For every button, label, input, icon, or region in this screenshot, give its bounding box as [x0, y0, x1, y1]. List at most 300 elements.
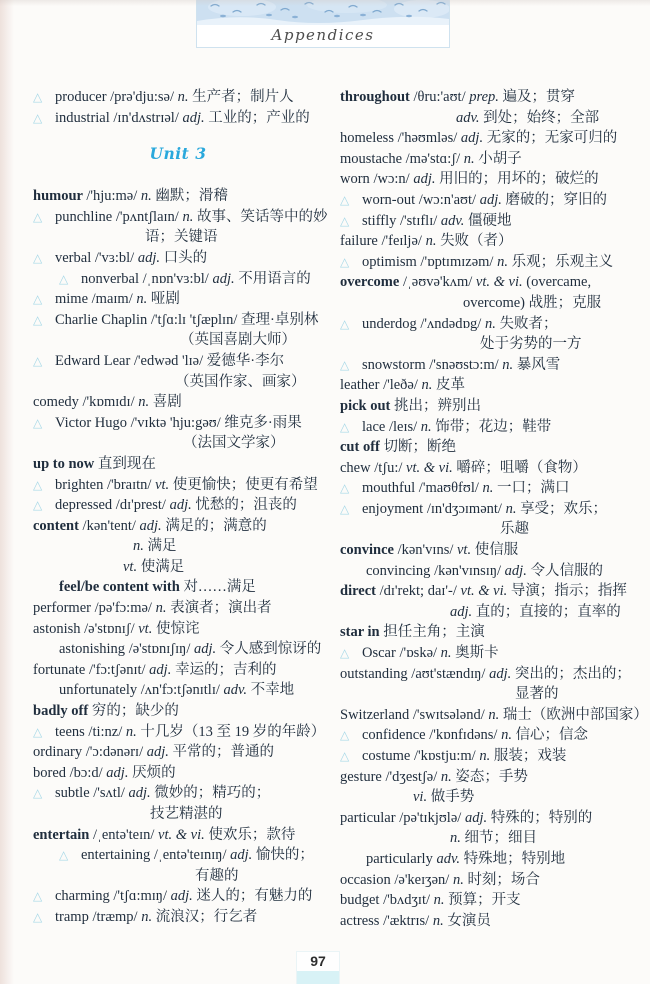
vocab-segment-r: underdog	[362, 315, 421, 332]
vocab-segment-r: performer	[33, 600, 95, 617]
vocab-segment-cn: 奥斯卡	[451, 645, 499, 662]
vocab-segment-ph: /leɪs/	[388, 418, 421, 435]
vocab-line	[340, 767, 641, 788]
vocab-line	[340, 890, 641, 911]
vocab-segment-i: adv.	[436, 850, 460, 867]
vocab-segment-r: Switzerland	[340, 706, 413, 723]
triangle-marker-icon: △	[33, 312, 43, 327]
vocab-segment-r: lace	[362, 418, 389, 435]
vocab-line	[33, 433, 334, 454]
vocab-line	[33, 392, 334, 413]
vocab-segment-r: snowstorm	[362, 356, 430, 373]
vocab-segment-i: n.	[452, 871, 464, 888]
vocab-segment-cn: 使更愉快；使更有希望	[169, 476, 318, 493]
triangle-marker-icon: △	[340, 501, 350, 516]
vocab-line	[33, 598, 334, 619]
triangle-marker-icon: △	[33, 477, 43, 492]
spacer	[33, 128, 334, 144]
vocab-line	[33, 413, 334, 434]
vocab-segment-i: adj.	[230, 847, 253, 864]
vocab-segment-i: adj.	[169, 497, 192, 514]
vocab-segment-cn: 战胜；克服	[525, 294, 602, 311]
vocab-segment-r: leather	[340, 377, 384, 394]
vocab-segment-i: adj.	[413, 171, 436, 188]
vocab-segment-cn: 不幸地	[247, 682, 295, 699]
vocab-line	[340, 519, 641, 540]
vocab-segment-ph: /'kɒstju:m/	[413, 748, 480, 764]
vocab-segment-cn: 女演员	[443, 912, 491, 929]
triangle-marker-icon: △	[340, 192, 350, 207]
vocab-segment-i: adj.	[464, 809, 488, 826]
vocab-segment-i: vt. & vi.	[406, 459, 453, 476]
vocab-segment-cn: 特殊的；特别的	[487, 809, 593, 826]
vocab-segment-i: vt.	[155, 476, 170, 493]
vocab-segment-i: n.	[497, 253, 508, 270]
vocab-segment-ph: /'swɪtsələnd/	[412, 706, 489, 723]
vocab-segment-i: adj.	[193, 641, 217, 658]
vocab-segment-ph: /'æktrɪs/	[383, 912, 433, 929]
vocab-segment-cn: 口头的	[159, 249, 208, 266]
vocab-line	[340, 808, 641, 829]
water-pattern-icon	[197, 0, 449, 25]
vocab-segment-ph: /ə'stɒnɪʃɪŋ/	[128, 641, 194, 658]
vocab-line	[340, 828, 641, 849]
vocab-line	[33, 310, 334, 331]
vocab-segment-cn: 僵硬地	[464, 212, 512, 229]
vocab-segment-ph: /ə'keɪʒən/	[394, 871, 453, 888]
vocab-segment-r: particular	[340, 809, 400, 826]
vocab-line	[33, 557, 334, 578]
header-decor-image	[197, 0, 449, 25]
vocab-line	[340, 272, 641, 293]
vocab-segment-b: convince	[340, 542, 398, 559]
vocab-segment-i: n.	[432, 912, 444, 929]
vocab-segment-r: moustache	[340, 150, 406, 167]
vocab-segment-cn: 使惊诧	[152, 620, 200, 637]
vocab-segment-ph: /dɪ'rekt; daɪ'-/	[379, 583, 461, 600]
vocab-segment-cn: 信心；信念	[511, 727, 589, 744]
header-banner	[196, 0, 450, 48]
vocab-segment-cn: 切断；断绝	[383, 439, 456, 456]
vocab-segment-cn: 突出的；杰出的；	[511, 665, 631, 682]
vocab-segment-cn: 遍及；贯穿	[498, 89, 576, 105]
vocab-segment-ph: /ˌəʊvə'kʌm/	[402, 274, 476, 291]
vocab-segment-i: n.	[421, 377, 433, 394]
vocab-segment-cn: 生产者；制片人	[188, 89, 294, 105]
vocab-segment-cn: 嚼碎；咀嚼（食物）	[452, 459, 587, 476]
vocab-segment-ph: /kən'tent/	[82, 517, 140, 534]
vocab-segment-cn: 时刻；场合	[463, 871, 540, 888]
vocab-line	[340, 849, 641, 870]
vocab-segment-ph: /pə'fɔ:mə/	[94, 600, 156, 617]
vocab-segment-cn: 失败（者）	[436, 233, 513, 250]
vocab-segment-i: n.	[125, 723, 137, 740]
vocab-segment-ph: /'vɜ:bl/	[94, 249, 138, 266]
vocab-segment-i: n.	[479, 748, 491, 764]
vocab-line	[33, 248, 334, 269]
vocab-segment-b: star in	[340, 624, 384, 641]
vocab-segment-cn: 幸运的；吉利的	[171, 661, 277, 678]
vocab-segment-i: adv.	[440, 212, 465, 229]
vocab-segment-cn: 满足	[143, 538, 177, 555]
vocab-segment-r: overcome)	[463, 294, 525, 311]
vocab-segment-cn: 直到现在	[97, 455, 156, 472]
triangle-marker-icon: △	[33, 889, 43, 904]
triangle-marker-icon: △	[33, 415, 43, 430]
vocab-segment-i: vt. & vi.	[158, 826, 205, 843]
vocab-segment-r: worn	[340, 171, 374, 188]
vocab-segment-i: n.	[440, 645, 452, 662]
vocab-segment-i: n.	[140, 188, 152, 205]
vocab-segment-r: gesture	[340, 768, 386, 785]
vocab-segment-b: throughout	[340, 89, 414, 105]
vocab-segment-b: humour	[33, 188, 87, 205]
vocab-line	[340, 787, 641, 808]
vocab-line	[340, 561, 641, 582]
vocab-line	[33, 351, 334, 372]
vocab-line	[33, 536, 334, 557]
vocab-segment-ph: /'ɔ:dənərɪ/	[85, 744, 147, 761]
spacer	[33, 164, 334, 186]
vocab-segment-ph: /'tʃɑ:mɪŋ/	[113, 888, 171, 905]
vocab-segment-cn: 穷的；缺少的	[91, 703, 179, 720]
page-number-accent	[297, 971, 339, 984]
vocab-segment-cn: 乐趣	[500, 521, 529, 538]
vocab-line	[33, 783, 334, 804]
vocab-line	[340, 540, 641, 561]
vocab-segment-cn: 对……满足	[183, 579, 256, 596]
vocab-segment-ph: /'fɔ:tʃənɪt/	[88, 661, 150, 678]
vocab-segment-b: badly off	[33, 703, 92, 720]
vocab-segment-ph: /dɪ'prest/	[115, 497, 170, 514]
triangle-marker-icon: △	[33, 786, 43, 801]
vocab-segment-i: adj.	[450, 603, 473, 620]
vocab-line	[340, 437, 641, 458]
vocab-line	[33, 108, 334, 129]
vocab-line	[340, 499, 641, 520]
vocab-line	[340, 149, 641, 170]
vocab-segment-cn: 使满足	[137, 558, 185, 575]
vocab-segment-cn: 愉快的；	[252, 847, 314, 864]
vocab-segment-cn: 哑剧	[147, 291, 180, 308]
vocab-line	[340, 458, 641, 479]
vocab-segment-i: n.	[433, 892, 445, 909]
triangle-marker-icon: △	[33, 110, 43, 125]
vocab-segment-ph: /mə'stɑ:ʃ/	[405, 150, 464, 167]
vocab-segment-i: adj.	[212, 270, 235, 287]
vocab-segment-b: feel/be content with	[59, 579, 184, 596]
page-number: 97	[297, 952, 339, 971]
vocab-segment-ph: /'tʃɑ:lɪ 'tʃæplɪn/	[150, 311, 241, 328]
vocab-segment-r: enjoyment	[362, 500, 427, 517]
vocab-line	[340, 375, 641, 396]
vocab-segment-cn: 姿态；手势	[451, 768, 528, 785]
vocab-segment-b: entertain	[33, 826, 93, 843]
vocab-segment-b: content	[33, 517, 83, 534]
vocab-segment-cn: 十几岁（13 至 19 岁的年龄）	[136, 723, 326, 740]
vocab-line	[340, 252, 641, 273]
triangle-marker-icon: △	[59, 271, 69, 286]
vocab-segment-r: budget	[340, 892, 384, 909]
vocab-line	[33, 907, 334, 928]
vocab-segment-i: adj.	[106, 764, 129, 781]
vocab-segment-cn: 暴风雪	[513, 356, 561, 373]
vocab-segment-i: n.	[505, 500, 517, 517]
vocab-segment-i: adj.	[137, 249, 160, 266]
vocab-segment-cn: 磨破的；穿旧的	[501, 191, 607, 208]
vocab-segment-cn: 幽默；滑稽	[151, 188, 228, 205]
vocab-segment-i: adv.	[456, 109, 480, 126]
vocab-segment-i: adj.	[479, 191, 502, 208]
vocab-segment-r: actress	[340, 912, 384, 929]
vocab-segment-cn: 平常的；普通的	[168, 744, 275, 761]
vocab-segment-i: vt. & vi.	[475, 274, 523, 291]
vocab-line	[33, 207, 334, 228]
vocab-segment-ph: /ɪn'dʒɔɪmənt/	[426, 500, 506, 517]
vocab-segment-r: ordinary	[33, 744, 86, 761]
vocab-line	[340, 231, 641, 252]
vocab-segment-r: occasion	[340, 871, 395, 888]
vocab-segment-r: tramp	[55, 908, 93, 925]
triangle-marker-icon: △	[59, 848, 69, 863]
vocab-segment-ph: /'bʌdʒɪt/	[383, 892, 434, 909]
vocab-segment-r: (overcame,	[522, 274, 592, 291]
vocab-segment-i: n.	[136, 291, 148, 308]
vocab-segment-r: homeless	[340, 130, 398, 147]
vocab-line	[340, 355, 641, 376]
vocab-segment-r: comedy	[33, 394, 83, 411]
vocab-segment-ph: /'hju:mə/	[86, 188, 141, 205]
vocab-segment-i: vt. & vi.	[460, 583, 508, 600]
vocab-segment-r: verbal	[55, 249, 95, 266]
vocab-segment-cn: 喜剧	[149, 394, 182, 411]
vocab-line	[340, 334, 641, 355]
vocab-column-left	[33, 87, 334, 931]
vocab-line	[33, 186, 334, 207]
triangle-marker-icon: △	[340, 728, 350, 743]
vocab-segment-b: direct	[340, 583, 380, 600]
vocab-line	[340, 478, 641, 499]
vocab-segment-i: n.	[420, 418, 432, 435]
vocab-segment-r: Edward Lear	[55, 352, 134, 369]
vocab-line	[340, 602, 641, 623]
vocab-line	[340, 725, 641, 746]
triangle-marker-icon: △	[33, 292, 43, 307]
vocab-segment-cn: 迷人的；有魅力的	[192, 888, 313, 905]
vocab-segment-i: adj.	[504, 562, 527, 579]
vocab-segment-ph: /'edwəd 'lɪə/	[133, 352, 207, 369]
vocab-segment-cn: 做手势	[427, 789, 475, 806]
vocab-segment-i: adj.	[170, 888, 193, 905]
vocab-segment-r: punchline	[55, 208, 116, 225]
vocab-segment-cn: 使信服	[471, 542, 519, 559]
vocab-segment-cn: 到处；始终；全部	[479, 109, 600, 126]
vocab-columns	[33, 87, 648, 931]
triangle-marker-icon: △	[33, 498, 43, 513]
vocab-segment-ph: /'dʒestʃə/	[385, 768, 441, 785]
vocab-segment-ph: /'kɒnfɪdəns/	[429, 727, 502, 744]
vocab-segment-cn: 享受；欢乐；	[516, 500, 608, 517]
vocab-segment-ph: /ə'stɒnɪʃ/	[84, 620, 139, 637]
vocab-line	[33, 87, 334, 108]
triangle-marker-icon: △	[340, 481, 350, 496]
vocab-segment-cn: 服装；戏装	[490, 748, 567, 764]
vocab-segment-ph: /'feɪljə/	[381, 233, 426, 250]
vocab-segment-i: n.	[182, 208, 194, 225]
vocab-line	[33, 372, 334, 393]
triangle-marker-icon: △	[33, 250, 43, 265]
vocab-segment-i: n.	[177, 89, 189, 105]
vocab-segment-i: vt.	[138, 620, 153, 637]
vocab-segment-i: adj.	[149, 661, 172, 678]
triangle-marker-icon: △	[340, 646, 350, 661]
vocab-segment-r: Oscar	[362, 645, 400, 662]
vocab-segment-ph: /'pʌntʃlaɪn/	[115, 208, 183, 225]
vocab-line	[33, 804, 334, 825]
triangle-marker-icon: △	[340, 213, 350, 228]
vocab-segment-r: chew	[340, 459, 375, 476]
vocab-segment-i: prep.	[469, 89, 499, 105]
vocab-segment-cn: 特殊地；特别地	[459, 850, 566, 867]
vocab-segment-cn: （英国喜剧大师）	[180, 332, 296, 349]
triangle-marker-icon: △	[340, 316, 350, 331]
vocab-segment-ph: /wɔ:n/	[373, 171, 414, 188]
vocab-segment-ph: /'ɒptɪmɪzəm/	[420, 253, 498, 270]
vocab-segment-ph: /aʊt'stændɪŋ/	[411, 665, 490, 682]
vocab-line	[33, 742, 334, 763]
vocab-segment-cn: 不用语言的	[234, 270, 311, 287]
vocab-segment-r: charming	[55, 888, 114, 905]
vocab-segment-i: n.	[133, 538, 144, 555]
vocab-line	[340, 870, 641, 891]
vocab-segment-r: unfortunately	[59, 682, 141, 699]
vocab-segment-cn: 流浪汉；行乞者	[152, 908, 258, 925]
unit-heading: Unit 3	[149, 144, 207, 164]
vocab-segment-cn: 工业的；产业的	[204, 109, 310, 126]
vocab-segment-i: n.	[482, 480, 494, 497]
vocab-segment-ph: /tʃu:/	[374, 459, 407, 476]
vocab-segment-i: adj.	[460, 130, 484, 147]
vocab-segment-ph: /'snəʊstɔ:m/	[429, 356, 503, 373]
vocab-segment-r: industrial	[55, 109, 114, 126]
vocab-segment-r: subtle	[55, 785, 94, 802]
vocab-segment-r: teens	[55, 723, 89, 740]
vocab-line	[340, 190, 641, 211]
vocab-segment-cn: 微妙的；精巧的；	[150, 785, 271, 802]
vocab-segment-r: mime	[55, 291, 92, 308]
vocab-segment-ph: /'sʌtl/	[93, 785, 129, 802]
vocab-line	[340, 417, 641, 438]
vocab-segment-i: adj.	[489, 665, 512, 682]
vocab-segment-r: outstanding	[340, 665, 412, 682]
vocab-segment-i: n.	[141, 908, 153, 925]
vocab-segment-r: astonish	[33, 620, 85, 637]
vocab-segment-r: worn-out	[362, 191, 419, 208]
vocab-segment-b: pick out	[340, 397, 394, 414]
vocab-segment-cn: 细节；细目	[460, 830, 537, 847]
vocab-segment-r: Charlie Chaplin	[55, 311, 151, 328]
vocab-line	[33, 619, 334, 640]
vocab-line	[33, 454, 334, 475]
vocab-segment-i: n.	[155, 600, 167, 617]
vocab-segment-ph: /ˌnɒn'vɜ:bl/	[142, 270, 213, 287]
vocab-segment-cn: 查理·卓别林	[241, 311, 319, 328]
vocab-segment-cn: 技艺精湛的	[150, 806, 223, 822]
vocab-segment-cn: 用旧的；用坏的；破烂的	[435, 171, 599, 188]
vocab-segment-ph: /'leðə/	[383, 377, 422, 394]
vocab-segment-cn: 直的；直接的；直率的	[472, 603, 621, 620]
vocab-segment-cn: （法国文学家）	[183, 435, 285, 452]
vocab-line	[33, 269, 334, 290]
vocab-segment-r: confidence	[362, 727, 430, 744]
vocab-line	[340, 314, 641, 335]
page-title: Appendices	[271, 26, 375, 44]
vocab-segment-cn: 无家的；无家可归的	[483, 130, 618, 147]
vocab-line	[340, 911, 641, 932]
vocab-segment-cn: 失败者；	[495, 315, 558, 332]
vocab-segment-cn: 表演者；演出者	[166, 600, 272, 617]
vocab-segment-ph: /wɔ:n'aʊt/	[418, 191, 480, 208]
vocab-segment-i: n.	[484, 315, 496, 332]
vocab-segment-r: fortunate	[33, 661, 89, 678]
vocab-segment-cn: 故事、笑话等中的妙	[193, 208, 328, 225]
triangle-marker-icon: △	[340, 254, 350, 269]
vocab-segment-cn: 使欢乐；款待	[204, 826, 296, 843]
vocab-segment-ph: /prə'dju:sə/	[110, 89, 178, 105]
vocab-segment-ph: /ʌn'fɔ:tʃənɪtlɪ/	[140, 682, 224, 699]
vocab-line	[33, 825, 334, 846]
vocab-segment-r: brighten	[55, 476, 107, 493]
vocab-line	[33, 475, 334, 496]
vocab-segment-cn: 皮革	[432, 377, 466, 394]
page-number-box	[296, 951, 340, 984]
triangle-marker-icon: △	[33, 209, 43, 224]
vocab-segment-ph: /'braɪtn/	[106, 476, 156, 493]
vocab-line	[33, 680, 334, 701]
triangle-marker-icon: △	[340, 357, 350, 372]
vocab-segment-i: vt.	[457, 542, 472, 559]
vocab-line	[33, 495, 334, 516]
vocab-line	[340, 293, 641, 314]
vocab-segment-r: failure	[340, 233, 382, 250]
vocab-segment-cn: 瑞士（欧洲中部国家）	[499, 706, 648, 723]
vocab-line	[340, 581, 641, 602]
vocab-line	[340, 128, 641, 149]
vocab-segment-cn: （英国作家、画家）	[175, 373, 306, 390]
vocab-segment-cn: 导演；指示；指挥	[507, 583, 627, 600]
vocab-segment-ph: /kən'vɪns/	[397, 542, 457, 559]
vocab-segment-r: optimism	[362, 253, 421, 270]
vocab-segment-b: overcome	[340, 274, 403, 291]
vocab-segment-i: adj.	[128, 785, 151, 802]
vocab-line	[33, 289, 334, 310]
vocab-segment-i: n.	[450, 830, 461, 847]
vocab-segment-cn: 显著的	[515, 686, 559, 703]
vocab-column-right	[340, 87, 648, 931]
vocab-line	[33, 722, 334, 743]
vocab-line	[340, 684, 641, 705]
vocab-segment-ph: /ˌentə'teɪn/	[93, 826, 159, 843]
vocab-segment-r: costume	[362, 748, 414, 764]
vocab-segment-i: n.	[138, 394, 150, 411]
vocab-line	[33, 845, 334, 866]
vocab-segment-cn: 满足的；满意的	[161, 517, 267, 534]
vocab-line	[340, 108, 641, 129]
vocab-line	[340, 705, 648, 726]
vocab-segment-r: depressed	[55, 497, 116, 514]
vocab-segment-r: mouthful	[362, 480, 419, 497]
vocab-segment-i: adj.	[146, 744, 169, 761]
